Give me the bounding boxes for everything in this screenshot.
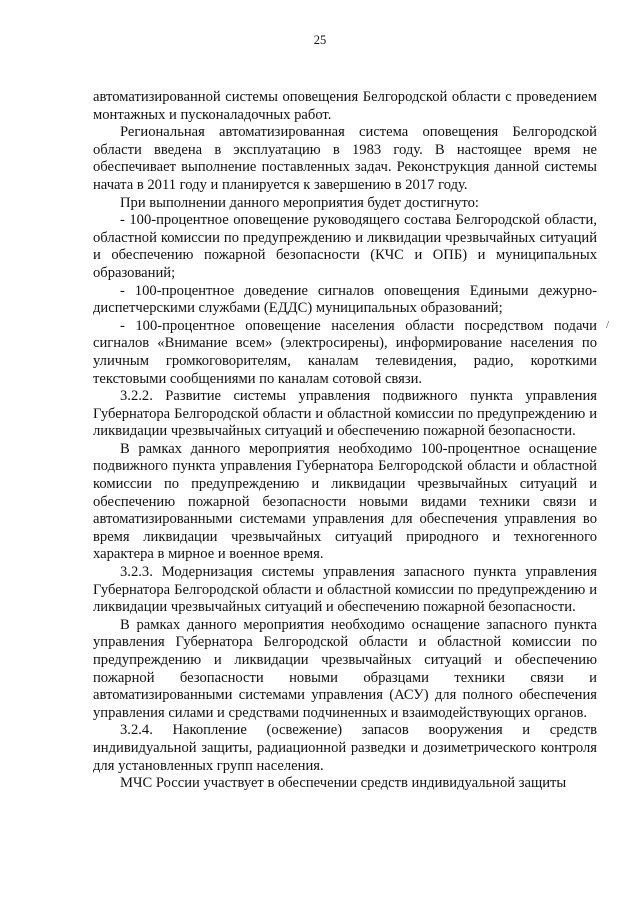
paragraph-emercom: МЧС России участвует в обеспечении средств индивидуальной защиты <box>120 775 567 792</box>
page-number: 25 <box>313 33 327 47</box>
list-item-leadership-alert: - 100-процентное оповещение руководящего состава Белгородской области, областной комиссии по предупреждению и ликвидации чрезвычайных ситуаций и обеспечению пожарной безопасности (КЧС и ОПБ) и муниципальных образований; <box>93 212 597 281</box>
section-heading-3-2-2: 3.2.2. Развитие системы управления подвижного пункта управления Губернатора Белгородской области и областной комиссии по предупреждению и ликвидации чрезвычайных ситуаций и обеспечению пожарной безопасности. <box>93 388 597 440</box>
document-body <box>93 89 597 793</box>
margin-mark: / <box>606 319 610 331</box>
paragraph-results-intro: При выполнении данного мероприятия будет достигнуто: <box>120 194 479 211</box>
paragraph-reserve-point: В рамках данного мероприятия необходимо оснащение запасного пункта управления Губернатора Белгородской области и областной комиссии по предупреждению и ликвидации чрезвычайных ситуаций и обеспечению пожарной безопасности новыми образцами техники связи и автоматизированными системами управления (АСУ) для полного обеспечения управления силами и средствами подчиненных и взаимодействующих органов. <box>93 616 597 721</box>
list-item-population-alert: - 100-процентное оповещение населения области посредством подачи сигналов «Внимание всем» (электросирены), информирование населения по уличным громкоговорителям, каналам телевидения, радио, короткими текстовыми сообщениями по каналам сотовой связи. <box>93 317 597 387</box>
paragraph-mobile-point: В рамках данного мероприятия необходимо 100-процентное оснащение подвижного пункта управления Губернатора Белгородской области и областной комиссии по предупреждению и ликвидации чрезвычайных ситуаций и обеспечению пожарной безопасности новыми видами техники связи и автоматизированными системами управления для обеспечения управления во время ликвидации чрезвычайных ситуаций природного и техногенного характера в мирное и военное время. <box>93 440 597 563</box>
section-heading-3-2-3: 3.2.3. Модернизация системы управления запасного пункта управления Губернатора Белгородской области и областной комиссии по предупреждению и ликвидации чрезвычайных ситуаций и обеспечению пожарной безопасности. <box>93 564 597 616</box>
section-heading-3-2-4: 3.2.4. Накопление (освежение) запасов вооружения и средств индивидуальной защиты, радиационной разведки и дозиметрического контроля для установленных групп населения. <box>93 722 597 774</box>
paragraph-continuation: автоматизированной системы оповещения Белгородской области с проведением монтажных и пусконаладочных работ. <box>93 89 597 123</box>
paragraph-system-history: Региональная автоматизированная система оповещения Белгородской области введена в эксплуатацию в 1983 году. В настоящее время не обеспечивает выполнение поставленных задач. Реконструкция данной системы начата в 2011 году и планируется к завершению в 2017 году. <box>93 124 597 193</box>
list-item-edds-signals: - 100-процентное доведение сигналов оповещения Едиными дежурно-диспетчерскими службами (ЕДДС) муниципальных образований; <box>93 282 597 317</box>
